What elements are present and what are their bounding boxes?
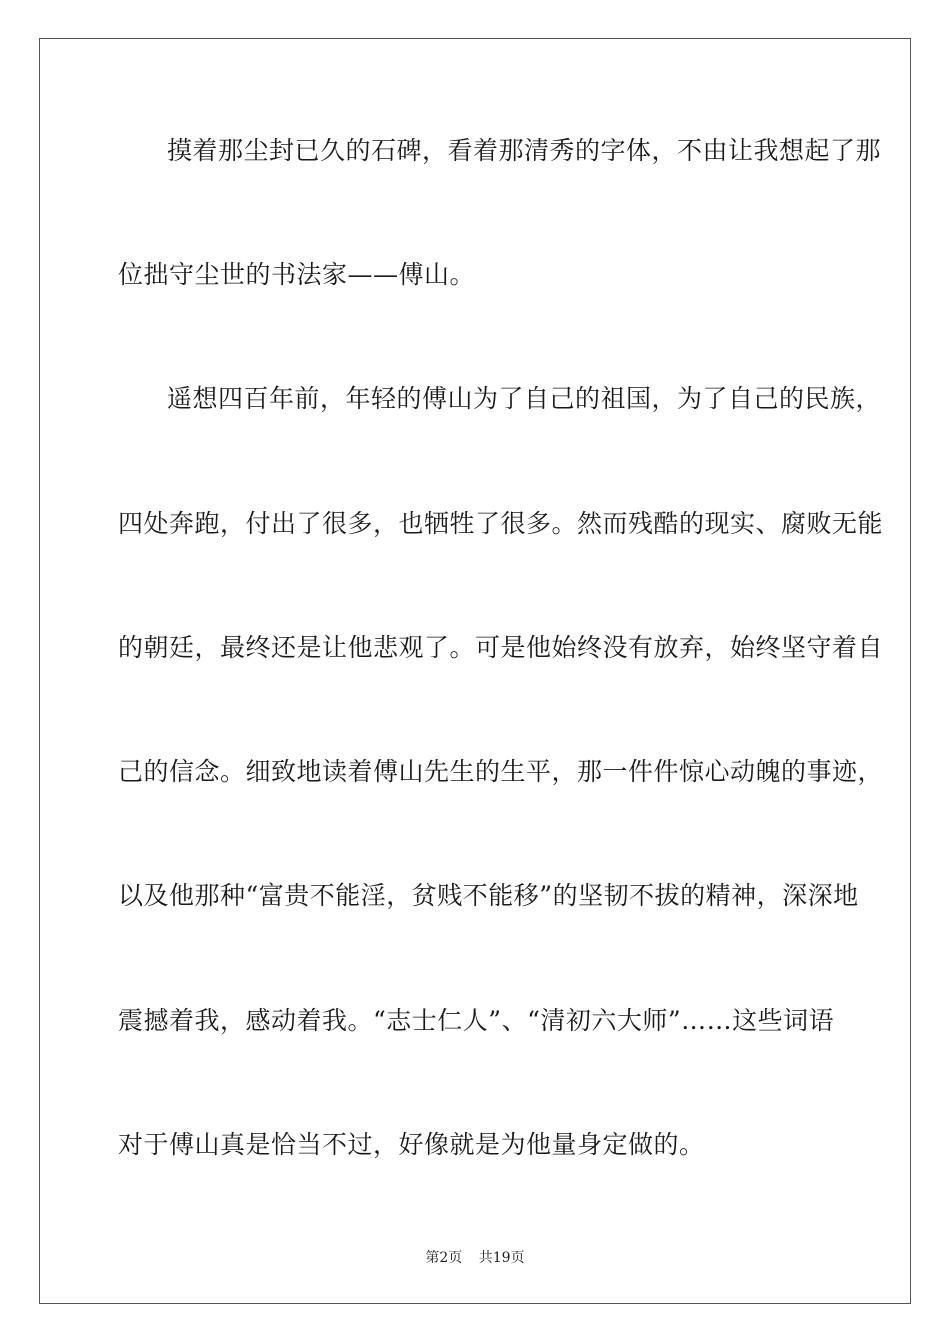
paragraph-2-line-6: 震撼着我，感动着我。“志士仁人”、“清初六大师”……这些词语 (118, 1006, 835, 1035)
paragraph-2-line-4: 己的信念。细致地读着傅山先生的生平，那一件件惊心动魄的事迹， (118, 757, 884, 786)
paragraph-2-line-2: 四处奔跑，付出了很多，也牺牲了很多。然而残酷的现实、腐败无能 (118, 509, 884, 538)
paragraph-2-line-1: 遥想四百年前，年轻的傅山为了自己的祖国，为了自己的民族， (167, 384, 882, 413)
paragraph-2-line-5: 以及他那种“富贵不能淫，贫贱不能移”的坚韧不拔的精神，深深地 (118, 881, 859, 910)
page-border (39, 38, 911, 1304)
paragraph-2-line-7: 对于傅山真是恰当不过，好像就是为他量身定做的。 (118, 1130, 705, 1159)
page-total: 共19页 (478, 1250, 525, 1266)
page-footer (0, 1249, 950, 1267)
paragraph-2-line-3: 的朝廷，最终还是让他悲观了。可是他始终没有放弃，始终坚守着自 (118, 633, 884, 662)
paragraph-1-line-2: 位拙守尘世的书法家——傅山。 (118, 260, 476, 289)
page-number: 第2页 (425, 1250, 463, 1266)
paragraph-1-line-1: 摸着那尘封已久的石碑，看着那清秀的字体，不由让我想起了那 (167, 136, 882, 165)
